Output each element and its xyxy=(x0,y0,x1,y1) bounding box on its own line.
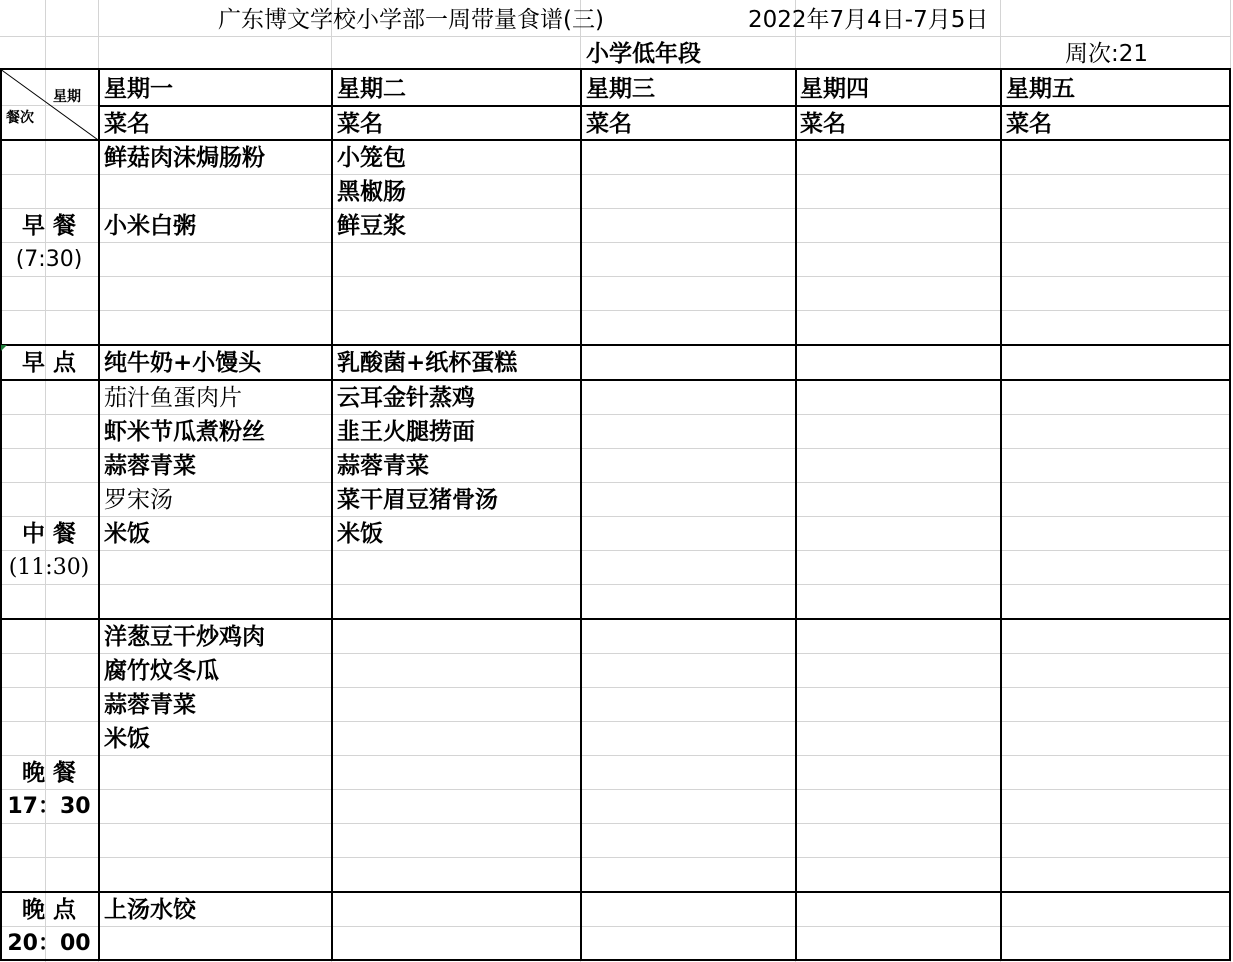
dish-breakfast-tue-1: 小笼包 xyxy=(337,145,406,171)
dish-dinner-mon-3: 蒜蓉青菜 xyxy=(104,692,196,718)
meal-label-lunch: 中 餐 xyxy=(21,521,76,547)
dish-lunch-tue-1: 云耳金针蒸鸡 xyxy=(337,385,475,411)
dish-dinner-mon-2: 腐竹炆冬瓜 xyxy=(104,658,219,684)
corner-meal-label: 餐次 xyxy=(6,110,34,126)
gridline-row xyxy=(0,550,1231,551)
border-v xyxy=(331,68,333,961)
gridline-row xyxy=(0,516,1231,517)
dish-evening-snack-mon: 上汤水饺 xyxy=(104,897,196,923)
dish-dinner-mon-1: 洋葱豆干炒鸡肉 xyxy=(104,624,265,650)
gridline-row xyxy=(0,584,1231,585)
border-v xyxy=(0,68,2,961)
dish-header-thu: 菜名 xyxy=(800,111,846,137)
dish-lunch-mon-4: 罗宋汤 xyxy=(104,487,173,513)
meal-time-dinner: 17：30 xyxy=(7,794,91,819)
dish-lunch-mon-5: 米饭 xyxy=(104,521,150,547)
sheet-title: 广东博文学校小学部一周带量食谱(三) xyxy=(218,7,604,33)
dish-breakfast-mon-1: 鲜菇肉沫焗肠粉 xyxy=(104,145,265,171)
border-v xyxy=(580,68,582,961)
week-number: 周次:21 xyxy=(1065,41,1149,67)
gridline-row xyxy=(0,755,1231,756)
day-header-fri: 星期五 xyxy=(1006,76,1075,102)
dish-lunch-tue-2: 韭王火腿捞面 xyxy=(337,419,475,445)
meal-time-lunch: (11:30) xyxy=(8,555,90,580)
dish-lunch-tue-3: 蒜蓉青菜 xyxy=(337,453,429,479)
gridline-row xyxy=(0,276,1231,277)
day-header-wed: 星期三 xyxy=(586,76,655,102)
dish-breakfast-mon-2: 小米白粥 xyxy=(104,213,196,239)
dish-morning-snack-tue: 乳酸菌+纸杯蛋糕 xyxy=(337,350,518,376)
dish-breakfast-tue-3: 鲜豆浆 xyxy=(337,213,406,239)
border-v xyxy=(795,68,797,961)
border-h xyxy=(0,959,1231,961)
corner-weekday-label: 星期 xyxy=(53,89,81,105)
dish-lunch-mon-2: 虾米节瓜煮粉丝 xyxy=(104,419,265,445)
dish-breakfast-tue-2: 黑椒肠 xyxy=(337,179,406,205)
meal-label-morning-snack: 早 点 xyxy=(21,350,76,376)
gridline-row xyxy=(0,310,1231,311)
dish-header-fri: 菜名 xyxy=(1006,111,1052,137)
dish-header-wed: 菜名 xyxy=(586,111,632,137)
border-v xyxy=(98,68,100,961)
meal-time-evening-snack: 20：00 xyxy=(7,931,91,956)
dish-morning-snack-mon: 纯牛奶+小馒头 xyxy=(104,350,262,376)
gridline-row xyxy=(0,823,1231,824)
border-v xyxy=(1000,68,1002,961)
dish-dinner-mon-4: 米饭 xyxy=(104,726,150,752)
dish-lunch-tue-4: 菜干眉豆猪骨汤 xyxy=(337,487,498,513)
date-range: 2022年7月4日-7月5日 xyxy=(748,7,989,33)
dish-header-tue: 菜名 xyxy=(337,111,383,137)
dish-lunch-mon-1: 茄汁鱼蛋肉片 xyxy=(104,385,242,411)
dish-lunch-tue-5: 米饭 xyxy=(337,521,383,547)
dish-lunch-mon-3: 蒜蓉青菜 xyxy=(104,453,196,479)
dish-header-mon: 菜名 xyxy=(104,111,150,137)
gridline-row xyxy=(0,857,1231,858)
day-header-tue: 星期二 xyxy=(337,76,406,102)
meal-label-breakfast: 早 餐 xyxy=(21,213,76,239)
day-header-mon: 星期一 xyxy=(104,76,173,102)
gridline-row xyxy=(0,789,1231,790)
meal-label-evening-snack: 晚 点 xyxy=(21,897,76,923)
meal-label-dinner: 晚 餐 xyxy=(21,760,76,786)
day-header-thu: 星期四 xyxy=(800,76,869,102)
grade-label: 小学低年段 xyxy=(586,41,701,67)
meal-time-breakfast: (7:30) xyxy=(15,247,83,272)
border-v xyxy=(1229,68,1231,961)
